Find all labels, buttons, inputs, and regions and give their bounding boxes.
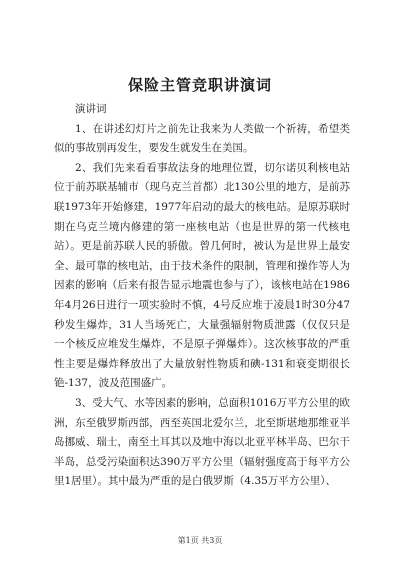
paragraph-3: 3、受大气、水等因素的影响，总面积1016万平方公里的欧洲，东至俄罗斯西部，西至英国北爱尔兰，北至斯堪地那维亚半岛挪威、瑞士，南至土耳其以及地中海以北亚平林半岛、巴尔干半岛，总受污染面积达390万平方公里（辐射强度高于每平方公里1居里）。其中最为严重的是白俄罗斯（4.35万平方公里）、 <box>54 396 350 488</box>
paragraph-1: 1、在讲述幻灯片之前先让我来为人类做一个祈祷，希望类似的事故别再发生，要发生就发生在美国。 <box>54 122 350 155</box>
paragraph-subtitle: 演讲词 <box>75 103 107 115</box>
document-body <box>54 100 350 492</box>
page-footer: 第1页 共3页 <box>177 536 223 545</box>
document-title: 保险主管竞职讲演词 <box>127 76 272 94</box>
paragraph-2: 2、我们先来看看事故法身的地理位置，切尔诺贝利核电站位于前苏联基辅市（现乌克兰首都）北130公里的地方，是前苏联1973年开始修建，1977年启动的最大的核电站。是原苏联时期在乌克兰境内修建的第一座核电站（也是世界的第一代核电站）。更是前苏联人民的骄傲。曾几何时，被认为是世界上最安全、最可靠的核电站，由于技术条件的限制，管理和操作等人为因素的影响（后来有报告显示地震也参与了），该核电站在1986年4月26日进行一项实验时不慎，4号反应堆于凌晨1时30分47秒发生爆炸，31人当场死亡，大量强辐射物质泄露（仅仅只是一个核反应堆发生爆炸，不是原子弹爆炸）。这次核事故的严重性主要是爆炸释放出了大量放射性物质和碘-131和衰变期很长铯-137，波及范围盛广。 <box>54 161 350 390</box>
